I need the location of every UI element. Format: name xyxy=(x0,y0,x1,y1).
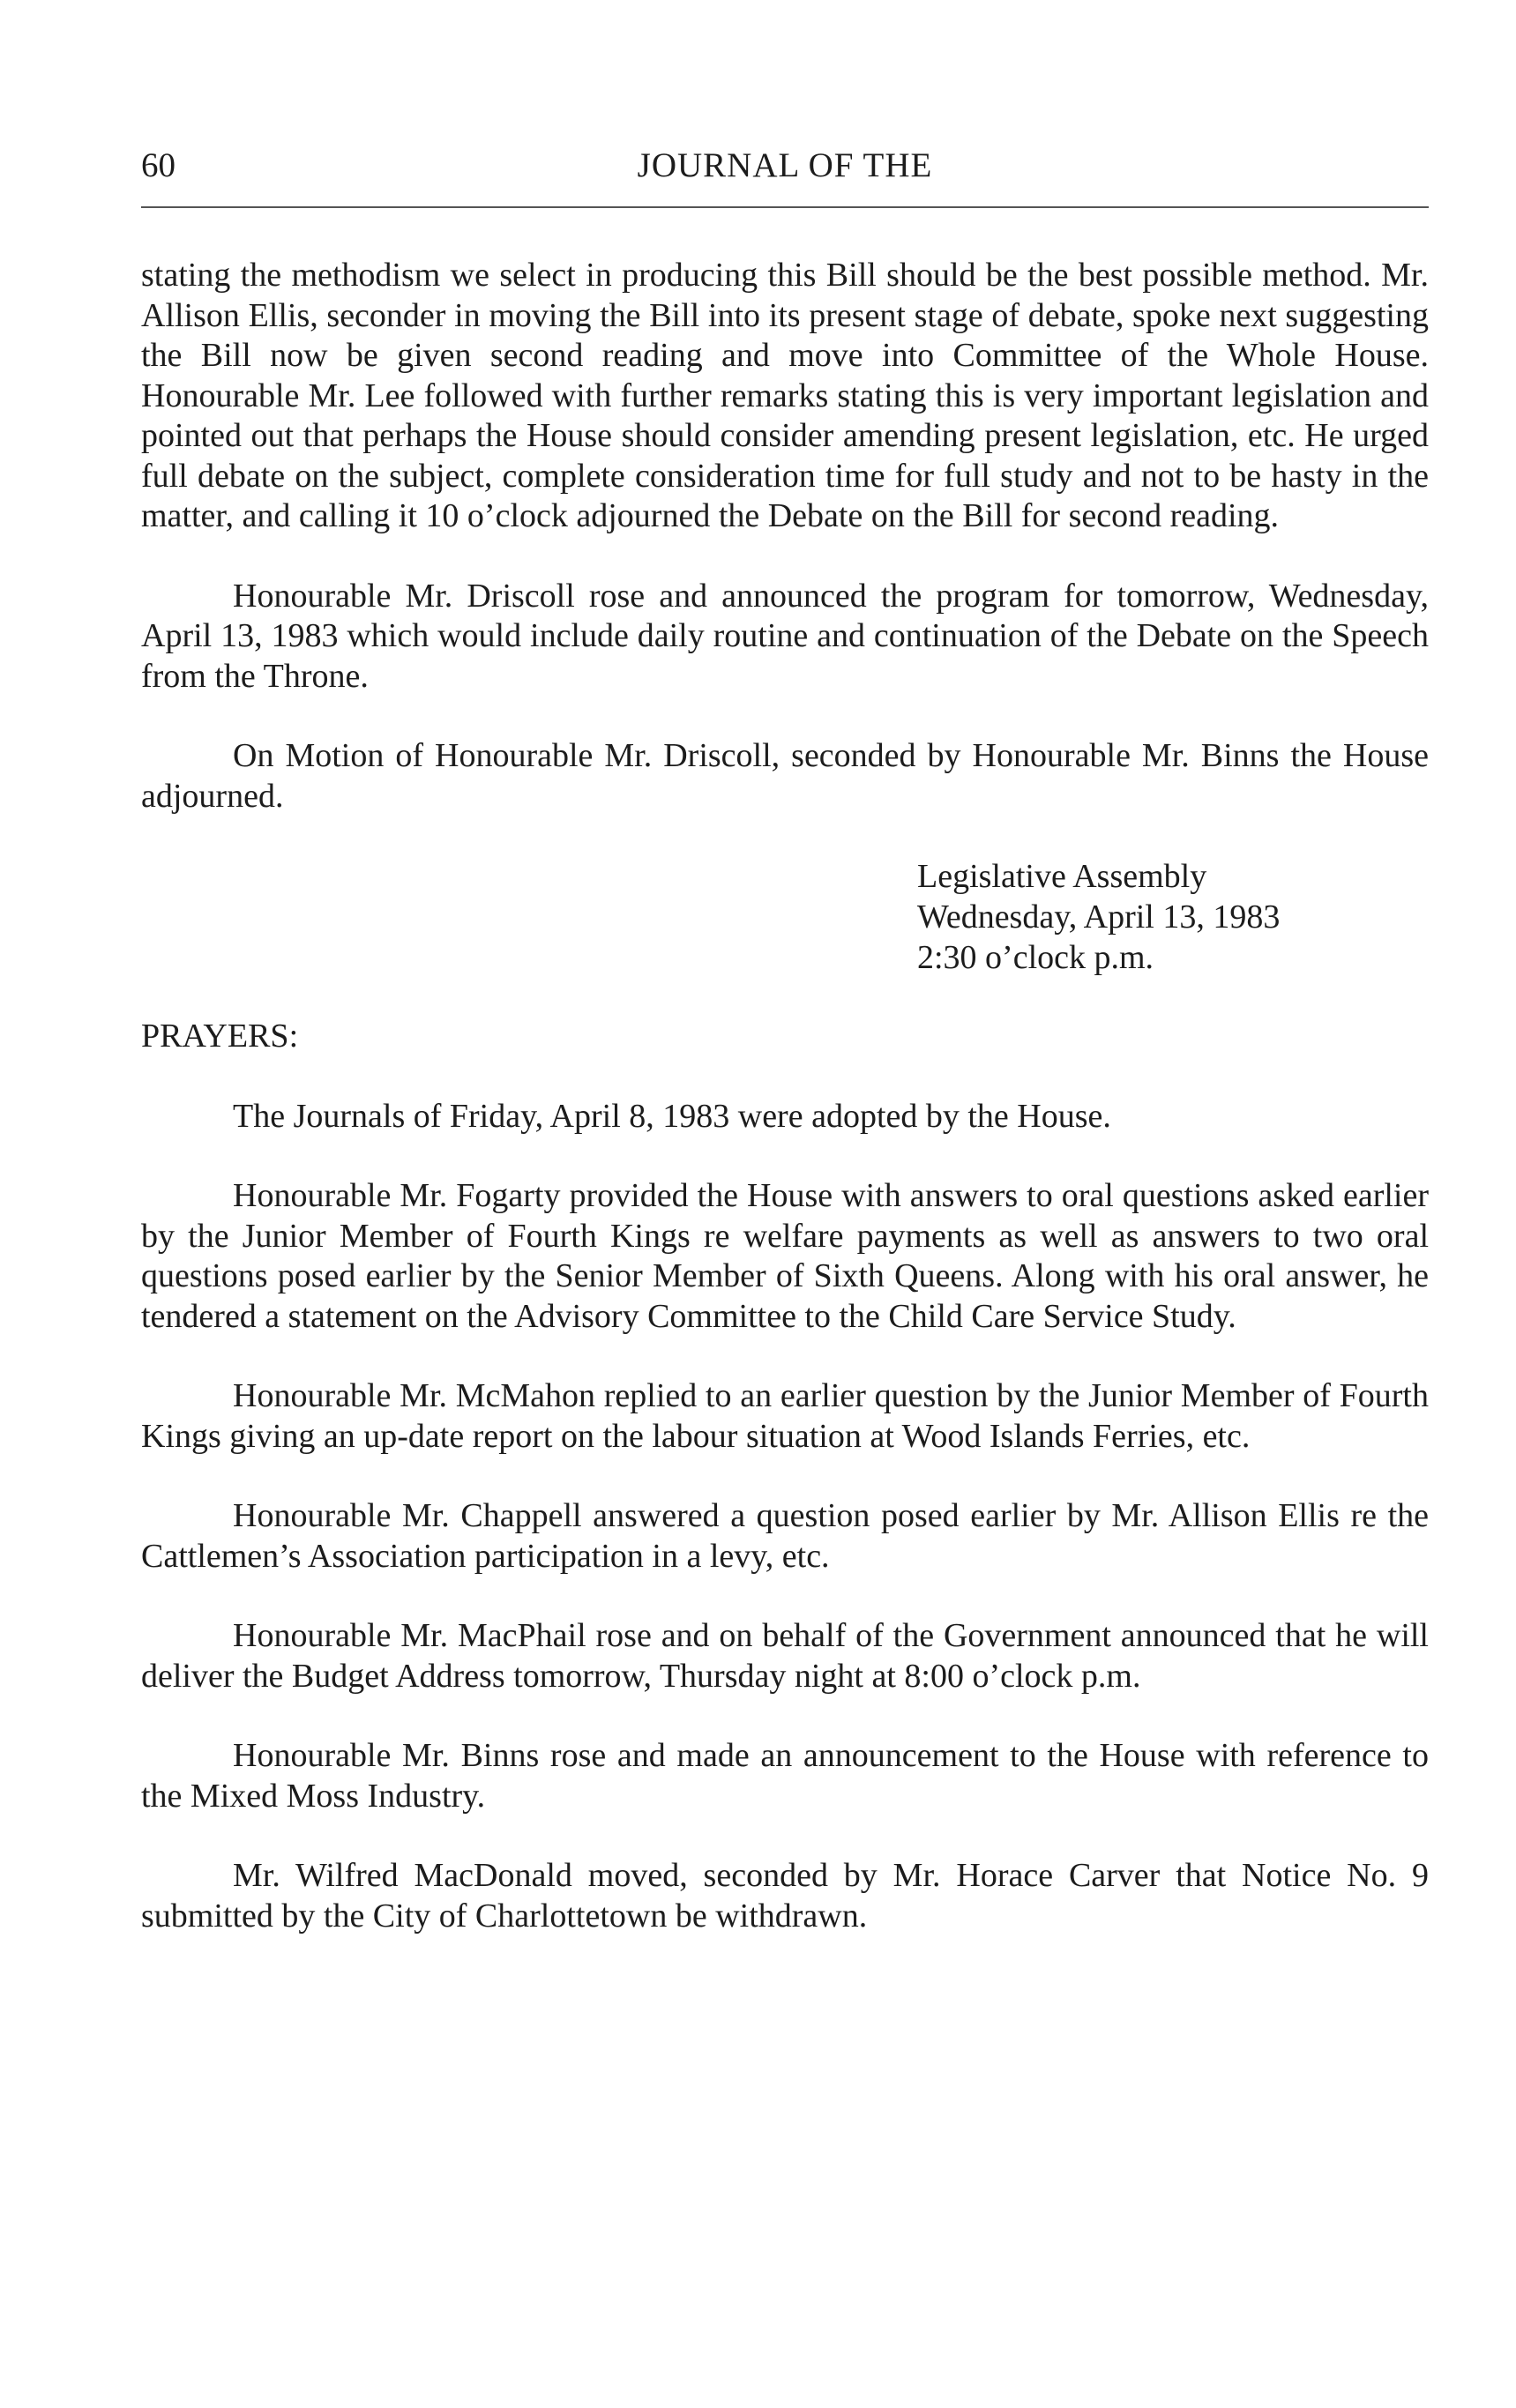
paragraph-fogarty-answers: Honourable Mr. Fogarty provided the House with answers to oral questions asked earlier by the Junior Member of Fourth Kings re welfare payments as well as answers to two oral questions posed earlier by the Senior Member of Sixth Queens. Along with his oral answer, he tendered a statement on the Advisory Committee to the Child Care Service Study. xyxy=(141,1177,1429,1335)
paragraph-notice-withdrawn: Mr. Wilfred MacDonald moved, seconded by Mr. Horace Carver that Notice No. 9 submitted by the City of Charlottetown be withdrawn. xyxy=(141,1857,1429,1935)
paragraph-chappell-answer: Honourable Mr. Chappell answered a question posed earlier by Mr. Allison Ellis re the Cattlemen’s Association participation in a levy, etc. xyxy=(141,1497,1429,1575)
paragraph-journals-adopted: The Journals of Friday, April 8, 1983 were adopted by the House. xyxy=(233,1097,1111,1135)
header-rule xyxy=(141,206,1429,208)
paragraph-mixed-moss: Honourable Mr. Binns rose and made an announcement to the House with reference to the Mixed Moss Industry. xyxy=(141,1737,1429,1815)
sitting-assembly: Legislative Assembly xyxy=(917,858,1207,895)
page-header xyxy=(141,139,1429,192)
sitting-heading xyxy=(917,856,1429,978)
journal-body xyxy=(141,256,1429,1976)
paragraph-budget-announcement: Honourable Mr. MacPhail rose and on behalf of the Government announced that he will deliver the Budget Address tomorrow, Thursday night at 8:00 o’clock p.m. xyxy=(141,1617,1429,1695)
paragraph-debate-continuation: stating the methodism we select in producing this Bill should be the best possible method. Mr. Allison Ellis, seconder in moving the Bill into its present stage of debate, spoke next suggesting the Bill now be given second reading and move into Committee of the Whole House. Honourable Mr. Lee followed with further remarks stating this is very important legislation and pointed out that perhaps the House should consider amending present legislation, etc. He urged full debate on the subject, complete consideration time for full study and not to be hasty in the matter, and calling it 10 o’clock adjourned the Debate on the Bill for second reading. xyxy=(141,257,1429,534)
sitting-date: Wednesday, April 13, 1983 xyxy=(917,898,1281,936)
prayers-heading: PRAYERS: xyxy=(141,1018,299,1055)
paragraph-adjournment: On Motion of Honourable Mr. Driscoll, seconded by Honourable Mr. Binns the House adjourned. xyxy=(141,737,1429,815)
sitting-time: 2:30 o’clock p.m. xyxy=(917,939,1154,976)
page-number: 60 xyxy=(141,146,175,184)
paragraph-mcmahon-reply: Honourable Mr. McMahon replied to an earlier question by the Junior Member of Fourth Kings giving an up-date report on the labour situation at Wood Islands Ferries, etc. xyxy=(141,1377,1429,1455)
paragraph-program-announcement: Honourable Mr. Driscoll rose and announced the program for tomorrow, Wednesday, April 13, 1983 which would include daily routine and continuation of the Debate on the Speech from the Throne. xyxy=(141,577,1429,695)
running-title: JOURNAL OF THE xyxy=(637,146,933,184)
